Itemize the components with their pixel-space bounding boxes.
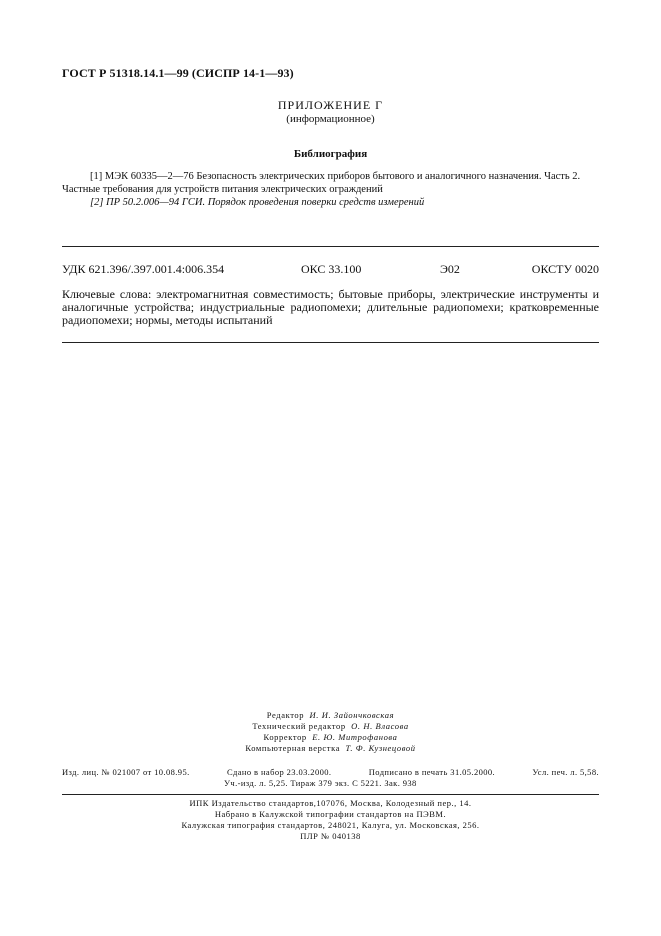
- credit-row: [0, 743, 661, 754]
- divider-top: [62, 246, 599, 247]
- credit-name: И. И. Зайончковская: [309, 710, 395, 720]
- credit-row: [0, 721, 661, 732]
- print-info: [62, 767, 599, 789]
- credit-name: Т. Ф. Кузнецовой: [345, 743, 416, 753]
- credit-name: О. Н. Власова: [351, 721, 409, 731]
- credits-block: [0, 710, 661, 754]
- standard-code: ГОСТ Р 51318.14.1—99 (СИСПР 14-1—93): [62, 66, 294, 80]
- credit-name: Е. Ю. Митрофанова: [312, 732, 398, 742]
- credit-role: Технический редактор: [252, 721, 346, 731]
- divider-publisher: [62, 794, 599, 795]
- appendix-subtitle: (информационное): [286, 113, 375, 125]
- oks-code: ОКС 33.100: [301, 262, 362, 276]
- publisher-line: Калужская типография стандартов, 248021, Калуга, ул. Московская, 256.: [181, 820, 480, 830]
- credit-row: [0, 732, 661, 743]
- keywords: Ключевые слова: электромагнитная совместимость; бытовые приборы, электрические инструменты и аналогичные устройства; индустриальные радиопомехи; длительные радиопомехи; кратковременные радиопомехи; нормы, методы испытаний: [62, 287, 599, 327]
- bibliography-entry: [2] ПР 50.2.006—94 ГСИ. Порядок проведения поверки средств измерений: [90, 197, 425, 208]
- publisher-block: [0, 798, 661, 842]
- signed-info: Подписано в печать 31.05.2000.: [368, 767, 496, 777]
- credit-role: Корректор: [263, 732, 307, 742]
- license-info: Изд. лиц. № 021007 от 10.08.95.: [62, 767, 190, 777]
- submitted-info: Сдано в набор 23.03.2000.: [226, 767, 332, 777]
- udk-code: УДК 621.396/.397.001.4:006.354: [62, 262, 225, 276]
- bibliography-title: Библиография: [293, 148, 368, 160]
- credit-role: Компьютерная верстка: [245, 743, 341, 753]
- credit-role: Редактор: [266, 710, 305, 720]
- edition-info: Уч.-изд. л. 5,25. Тираж 379 экз. С 5221. Зак. 938: [224, 778, 417, 788]
- appendix-heading: [0, 98, 661, 126]
- bibliography-entry: [1] МЭК 60335—2—76 Безопасность электрических приборов бытового и аналогичного назначения. Часть 2. Частные требования для устройств питания электрических ограждений: [62, 171, 581, 195]
- bibliography-list: [62, 170, 599, 209]
- divider-bottom: [62, 342, 599, 343]
- appendix-title: ПРИЛОЖЕНИЕ Г: [277, 98, 384, 112]
- credit-row: [0, 710, 661, 721]
- publisher-line: Набрано в Калужской типографии стандартов на ПЭВМ.: [214, 809, 447, 819]
- publisher-line: ПЛР № 040138: [300, 831, 361, 841]
- okstu-code: ОКСТУ 0020: [531, 262, 599, 276]
- classification-row: [62, 262, 599, 278]
- group-code: Э02: [440, 262, 460, 276]
- publisher-line: ИПК Издательство стандартов,107076, Москва, Колодезный пер., 14.: [189, 798, 472, 808]
- sheets-info: Усл. печ. л. 5,58.: [532, 767, 599, 777]
